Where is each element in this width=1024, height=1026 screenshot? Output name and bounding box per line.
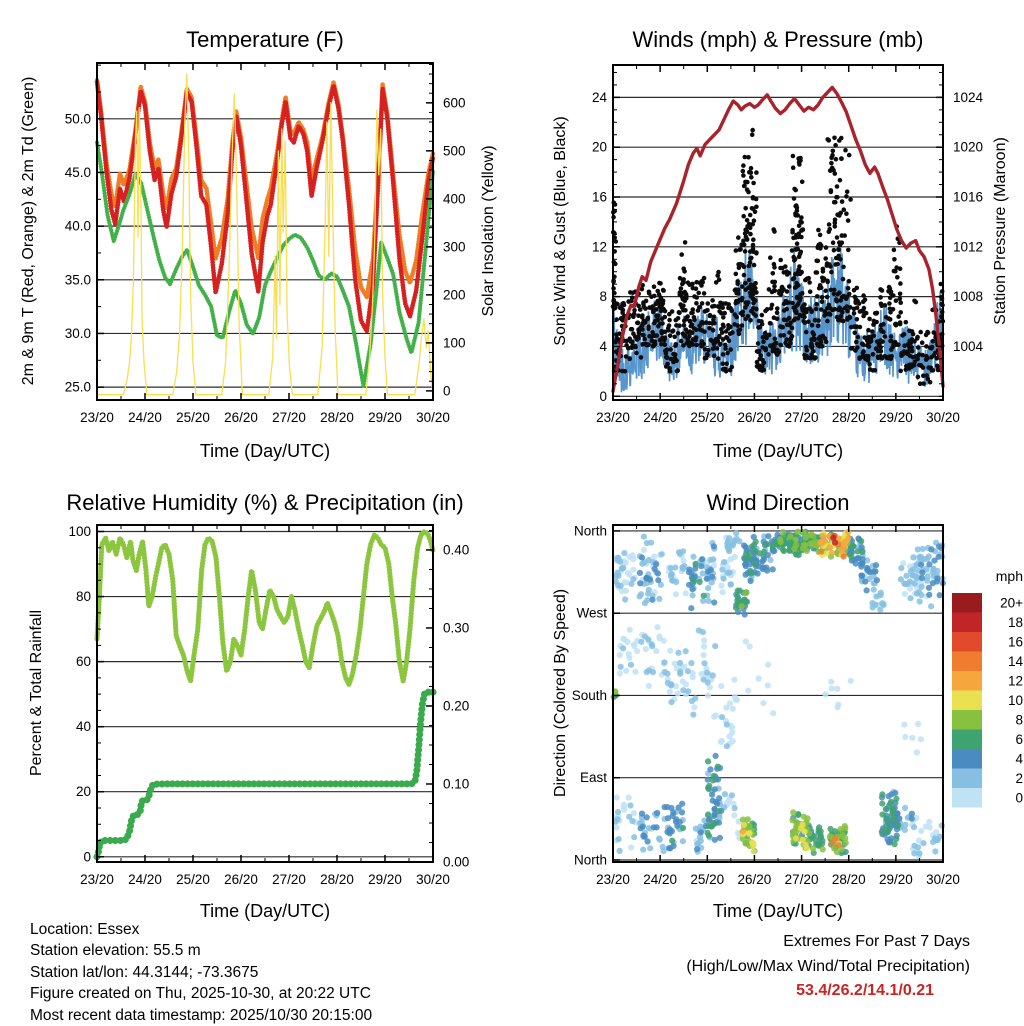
svg-text:20+: 20+ xyxy=(1000,595,1023,611)
svg-text:27/20: 27/20 xyxy=(784,872,819,887)
svg-text:28/20: 28/20 xyxy=(831,410,866,425)
svg-text:4: 4 xyxy=(1015,751,1023,767)
svg-text:28/20: 28/20 xyxy=(320,410,354,425)
direction-x-axis-label: Time (Day/UTC) xyxy=(712,901,844,921)
svg-text:12: 12 xyxy=(591,239,607,255)
svg-text:26/20: 26/20 xyxy=(737,872,772,887)
svg-text:80: 80 xyxy=(75,589,91,605)
svg-text:8: 8 xyxy=(1015,712,1023,728)
svg-text:24/20: 24/20 xyxy=(128,410,162,425)
extremes-subtitle: (High/Low/Max Wind/Total Precipitation) xyxy=(686,957,970,975)
svg-text:40: 40 xyxy=(75,719,91,735)
extremes-block xyxy=(610,930,970,1004)
svg-text:6: 6 xyxy=(1015,731,1023,747)
svg-text:29/20: 29/20 xyxy=(878,410,913,425)
svg-text:30.0: 30.0 xyxy=(64,325,91,341)
svg-text:25/20: 25/20 xyxy=(690,410,725,425)
station-elevation: Station elevation: 55.5 m xyxy=(30,942,201,960)
svg-text:West: West xyxy=(576,605,607,621)
svg-text:24/20: 24/20 xyxy=(643,872,678,887)
svg-text:South: South xyxy=(571,687,607,703)
svg-text:North: North xyxy=(573,523,607,539)
data-timestamp: Most recent data timestamp: 2025/10/30 20:15:00 xyxy=(30,1006,373,1024)
extremes-title: Extremes For Past 7 Days xyxy=(783,933,970,950)
svg-text:29/20: 29/20 xyxy=(368,410,402,425)
svg-text:45.0: 45.0 xyxy=(64,164,91,180)
svg-text:100: 100 xyxy=(68,524,91,540)
svg-text:1024: 1024 xyxy=(953,89,984,105)
svg-text:26/20: 26/20 xyxy=(224,872,258,887)
svg-text:10: 10 xyxy=(1007,692,1023,708)
svg-text:100: 100 xyxy=(443,335,466,351)
station-latlon: Station lat/lon: 44.3144; -73.3675 xyxy=(30,963,259,981)
svg-text:35.0: 35.0 xyxy=(64,272,91,288)
svg-text:25/20: 25/20 xyxy=(176,410,210,425)
svg-text:16: 16 xyxy=(591,189,607,205)
station-info xyxy=(30,919,372,1026)
svg-text:20: 20 xyxy=(591,139,607,155)
svg-text:1008: 1008 xyxy=(953,289,984,305)
pressure-right-axis-label: Station Pressure (Maroon) xyxy=(992,137,1009,325)
svg-text:30/20: 30/20 xyxy=(416,872,450,887)
svg-text:29/20: 29/20 xyxy=(878,872,913,887)
svg-text:24: 24 xyxy=(591,89,607,105)
wind-left-axis-label: Sonic Wind & Gust (Blue, Black) xyxy=(552,116,569,346)
temperature-chart-title: Temperature (F) xyxy=(186,27,344,52)
svg-text:0: 0 xyxy=(1015,790,1023,806)
svg-text:0.20: 0.20 xyxy=(443,698,470,714)
svg-text:28/20: 28/20 xyxy=(320,872,354,887)
svg-text:0.40: 0.40 xyxy=(443,542,470,558)
svg-text:50.0: 50.0 xyxy=(64,111,91,127)
svg-text:27/20: 27/20 xyxy=(272,410,306,425)
svg-text:20: 20 xyxy=(75,784,91,800)
humidity-x-axis-label: Time (Day/UTC) xyxy=(199,901,331,921)
svg-text:0: 0 xyxy=(83,849,91,865)
svg-text:30/20: 30/20 xyxy=(926,410,960,425)
direction-left-axis-label: Direction (Colored By Speed) xyxy=(552,588,569,798)
svg-text:North: North xyxy=(573,852,607,868)
svg-text:0: 0 xyxy=(599,388,607,404)
svg-text:25/20: 25/20 xyxy=(176,872,210,887)
svg-text:23/20: 23/20 xyxy=(80,410,114,425)
svg-text:14: 14 xyxy=(1007,653,1023,669)
svg-text:4: 4 xyxy=(599,338,607,354)
svg-text:24/20: 24/20 xyxy=(643,410,678,425)
svg-text:East: East xyxy=(579,770,607,786)
svg-text:16: 16 xyxy=(1007,634,1023,650)
svg-text:1004: 1004 xyxy=(953,338,984,354)
winds-pressure-chart-title: Winds (mph) & Pressure (mb) xyxy=(632,27,924,52)
svg-text:25.0: 25.0 xyxy=(64,379,91,395)
svg-text:40.0: 40.0 xyxy=(64,218,91,234)
temperature-x-axis-label: Time (Day/UTC) xyxy=(199,441,331,461)
svg-text:8: 8 xyxy=(599,289,607,305)
solar-right-axis-label: Solar Insolation (Yellow) xyxy=(480,145,497,317)
svg-text:27/20: 27/20 xyxy=(784,410,819,425)
speed-legend-title: mph xyxy=(995,568,1023,584)
svg-text:400: 400 xyxy=(443,191,466,207)
svg-text:0.10: 0.10 xyxy=(443,776,470,792)
humidity-precip-chart-title: Relative Humidity (%) & Precipitation (in) xyxy=(66,490,464,515)
svg-text:24/20: 24/20 xyxy=(128,872,162,887)
humidity-left-axis-label: Percent & Total Rainfall xyxy=(28,610,45,777)
svg-text:28/20: 28/20 xyxy=(831,872,866,887)
station-location: Location: Essex xyxy=(30,921,140,938)
svg-text:29/20: 29/20 xyxy=(368,872,402,887)
svg-text:500: 500 xyxy=(443,143,466,159)
svg-text:1020: 1020 xyxy=(953,139,984,155)
temperature-left-axis-label: 2m & 9m T (Red, Orange) & 2m Td (Green) xyxy=(20,76,37,386)
svg-text:30/20: 30/20 xyxy=(416,410,450,425)
figure-created: Figure created on Thu, 2025-10-30, at 20:22 UTC xyxy=(30,985,371,1003)
svg-text:0.00: 0.00 xyxy=(443,854,470,870)
svg-text:0: 0 xyxy=(443,383,451,399)
wind-direction-chart-title: Wind Direction xyxy=(706,490,850,515)
svg-text:23/20: 23/20 xyxy=(596,872,630,887)
svg-text:26/20: 26/20 xyxy=(224,410,258,425)
svg-text:1012: 1012 xyxy=(953,239,984,255)
svg-text:30/20: 30/20 xyxy=(926,872,960,887)
svg-text:1016: 1016 xyxy=(953,189,984,205)
svg-text:25/20: 25/20 xyxy=(690,872,725,887)
extremes-values: 53.4/26.2/14.1/0.21 xyxy=(796,982,934,1000)
svg-text:27/20: 27/20 xyxy=(272,872,306,887)
svg-text:26/20: 26/20 xyxy=(737,410,772,425)
svg-text:300: 300 xyxy=(443,239,466,255)
svg-text:2: 2 xyxy=(1015,770,1023,786)
svg-text:23/20: 23/20 xyxy=(80,872,114,887)
svg-text:200: 200 xyxy=(443,287,466,303)
svg-text:12: 12 xyxy=(1007,673,1023,689)
winds-x-axis-label: Time (Day/UTC) xyxy=(712,441,844,461)
svg-text:18: 18 xyxy=(1007,614,1023,630)
svg-text:0.30: 0.30 xyxy=(443,620,470,636)
svg-text:600: 600 xyxy=(443,95,466,111)
svg-text:23/20: 23/20 xyxy=(596,410,630,425)
svg-text:60: 60 xyxy=(75,654,91,670)
